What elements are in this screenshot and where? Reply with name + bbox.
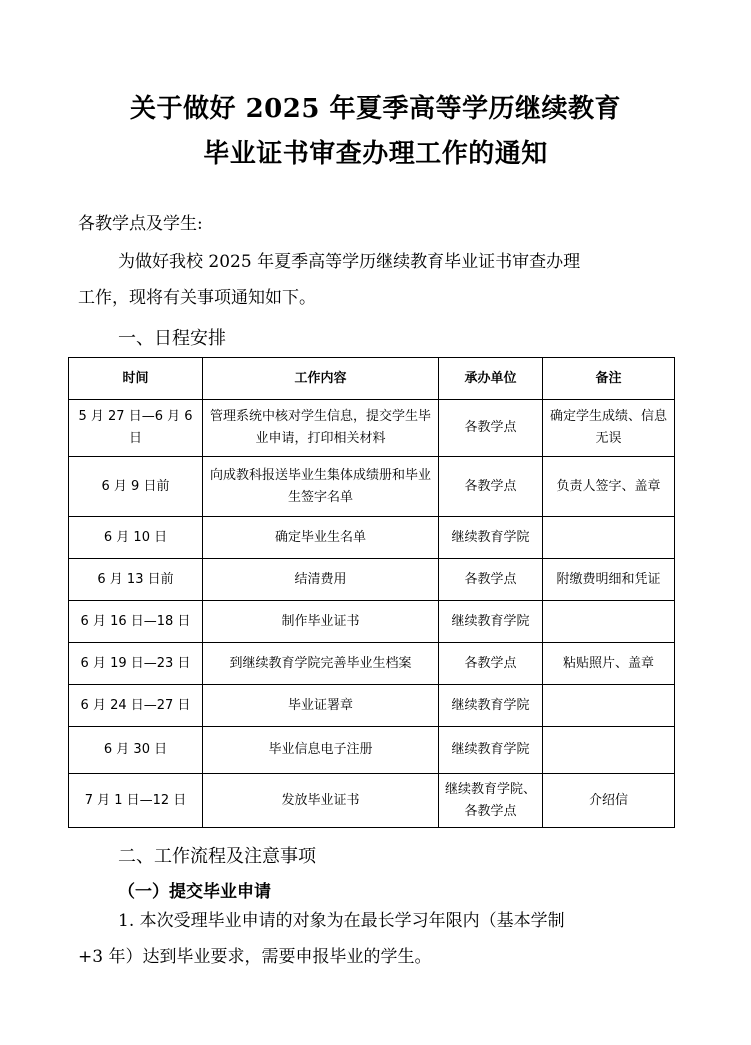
cell-unit: 继续教育学院 (439, 601, 543, 643)
table-row (69, 774, 675, 828)
intro-line-2: 工作，现将有关事项通知如下。 (78, 288, 316, 308)
cell-unit: 各教学点 (439, 559, 543, 601)
cell-content: 管理系统中核对学生信息，提交学生毕业申请，打印相关材料 (203, 400, 439, 457)
paragraph-1-line-1: 1. 本次受理毕业申请的对象为在最长学习年限内（基本学制 (118, 911, 565, 931)
schedule-table (68, 357, 675, 828)
intro-line-1: 为做好我校 2025 年夏季高等学历继续教育毕业证书审查办理 (118, 252, 581, 272)
cell-note: 负责人签字、盖章 (543, 457, 675, 517)
table-row (69, 685, 675, 727)
cell-unit: 继续教育学院 (439, 727, 543, 774)
table-row (69, 517, 675, 559)
cell-time: 7 月 1 日—12 日 (69, 774, 203, 828)
table-row (69, 457, 675, 517)
cell-unit: 各教学点 (439, 643, 543, 685)
cell-content: 到继续教育学院完善毕业生档案 (203, 643, 439, 685)
section-2-heading: 二、工作流程及注意事项 (118, 846, 316, 867)
cell-content: 向成教科报送毕业生集体成绩册和毕业生签字名单 (203, 457, 439, 517)
cell-unit: 继续教育学院 (439, 517, 543, 559)
cell-note (543, 685, 675, 727)
cell-content: 确定毕业生名单 (203, 517, 439, 559)
paragraph-1-line-2: +3 年）达到毕业要求，需要申报毕业的学生。 (78, 947, 432, 967)
cell-unit: 各教学点 (439, 400, 543, 457)
cell-note: 确定学生成绩、信息无误 (543, 400, 675, 457)
cell-unit: 继续教育学院 (439, 685, 543, 727)
cell-note (543, 601, 675, 643)
cell-unit: 各教学点 (439, 457, 543, 517)
header-note: 备注 (543, 358, 675, 400)
table-row (69, 601, 675, 643)
cell-content: 制作毕业证书 (203, 601, 439, 643)
table-header-row (69, 358, 675, 400)
table-row (69, 643, 675, 685)
cell-note (543, 517, 675, 559)
header-time: 时间 (69, 358, 203, 400)
salutation: 各教学点及学生: (78, 214, 203, 234)
cell-note (543, 727, 675, 774)
cell-time: 6 月 30 日 (69, 727, 203, 774)
cell-time: 6 月 9 日前 (69, 457, 203, 517)
table-row (69, 727, 675, 774)
cell-content: 结清费用 (203, 559, 439, 601)
cell-time: 6 月 24 日—27 日 (69, 685, 203, 727)
header-unit: 承办单位 (439, 358, 543, 400)
cell-content: 发放毕业证书 (203, 774, 439, 828)
cell-note: 介绍信 (543, 774, 675, 828)
cell-content: 毕业证署章 (203, 685, 439, 727)
cell-time: 6 月 10 日 (69, 517, 203, 559)
table-row (69, 400, 675, 457)
document-title-line-1: 关于做好 2025 年夏季高等学历继续教育 (130, 94, 621, 124)
cell-note: 粘贴照片、盖章 (543, 643, 675, 685)
header-content: 工作内容 (203, 358, 439, 400)
table-row (69, 559, 675, 601)
section-1-heading: 一、日程安排 (118, 328, 226, 349)
cell-note: 附缴费明细和凭证 (543, 559, 675, 601)
cell-time: 6 月 16 日—18 日 (69, 601, 203, 643)
document-title-line-2: 毕业证书审查办理工作的通知 (203, 139, 548, 169)
cell-content: 毕业信息电子注册 (203, 727, 439, 774)
cell-unit: 继续教育学院、各教学点 (439, 774, 543, 828)
cell-time: 6 月 19 日—23 日 (69, 643, 203, 685)
cell-time: 6 月 13 日前 (69, 559, 203, 601)
section-2-subheading: （一）提交毕业申请 (118, 882, 271, 902)
cell-time: 5 月 27 日—6 月 6 日 (69, 400, 203, 457)
